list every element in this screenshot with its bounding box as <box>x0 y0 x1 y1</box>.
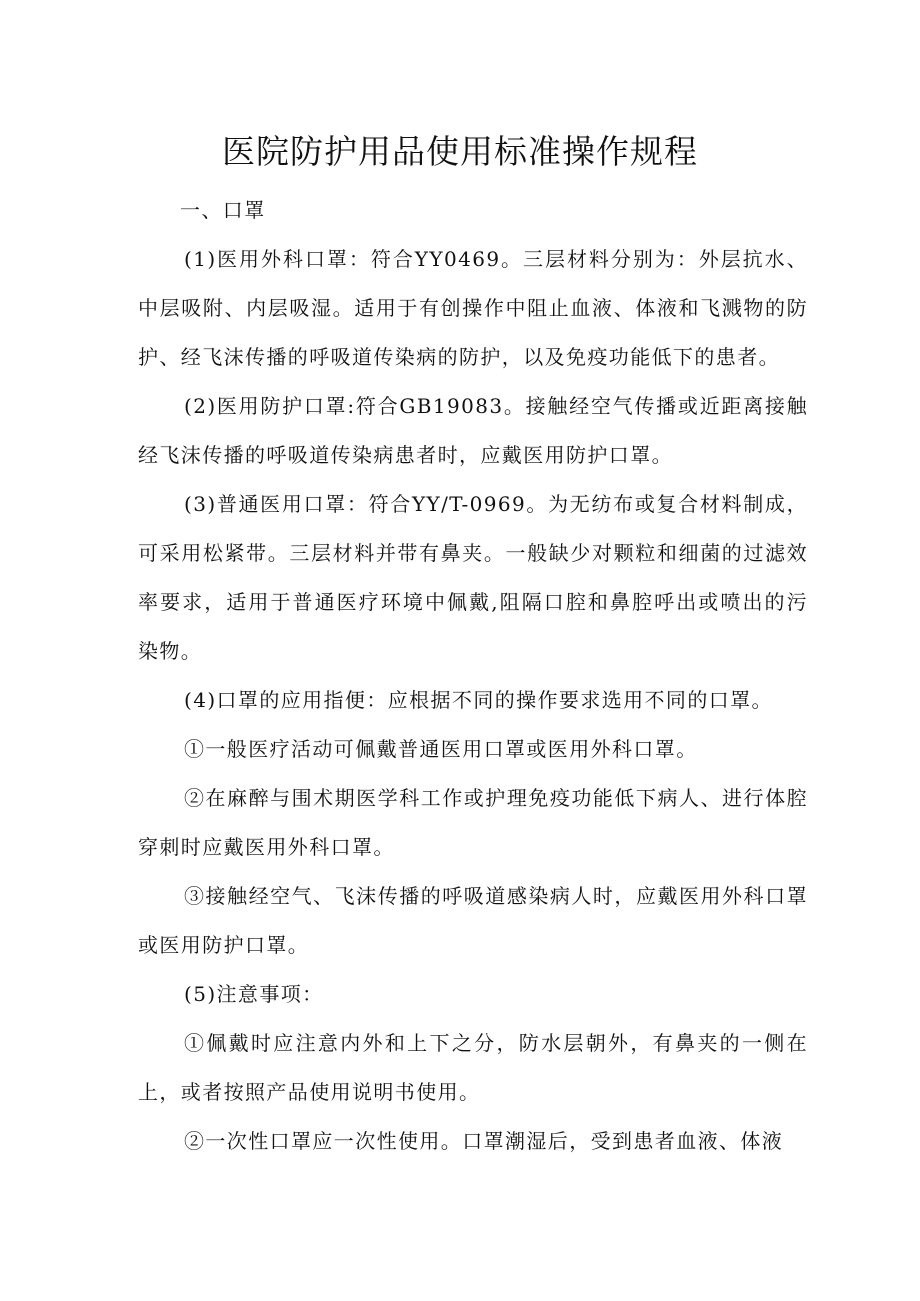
paragraph-guide-item-1: ①一般医疗活动可佩戴普通医用口罩或医用外科口罩。 <box>184 737 698 761</box>
paragraph-protective-mask: (2)医用防护口罩:符合GB19083。接触经空气传播或近距离接触经飞沫传播的呼吸道传染病患者时，应戴医用防护口罩。 <box>138 394 808 467</box>
paragraph-mask-guide: (4)口罩的应用指便：应根据不同的操作要求选用不同的口罩。 <box>184 688 773 712</box>
document-body <box>138 186 808 1166</box>
paragraph-ordinary-mask: (3)普通医用口罩：符合YY/T-0969。为无纺布或复合材料制成，可采用松紧带。三层材料并带有鼻夹。一般缺少对颗粒和细菌的过滤效率要求，适用于普通医疗环境中佩戴,阻隔口腔和鼻腔呼出或喷出的污染物。 <box>138 492 808 663</box>
paragraph-guide-item-2: ②在麻醉与围术期医学科工作或护理免疫功能低下病人、进行体腔穿刺时应戴医用外科口罩。 <box>138 786 808 859</box>
paragraph-note-item-1: ①佩戴时应注意内外和上下之分，防水层朝外，有鼻夹的一侧在上，或者按照产品使用说明书使用。 <box>138 1031 808 1104</box>
paragraph-note-item-2: ②一次性口罩应一次性使用。口罩潮湿后，受到患者血液、体液 <box>184 1129 784 1153</box>
paragraph-notes-heading: (5)注意事项： <box>184 982 324 1006</box>
section-heading-masks: 一、口罩 <box>180 198 266 222</box>
document-title: 医院防护用品使用标准操作规程 <box>222 132 698 171</box>
paragraph-guide-item-3: ③接触经空气、飞沫传播的呼吸道感染病人时，应戴医用外科口罩或医用防护口罩。 <box>138 884 808 957</box>
paragraph-surgical-mask: (1)医用外科口罩：符合YY0469。三层材料分别为：外层抗水、中层吸附、内层吸湿。适用于有创操作中阻止血液、体液和飞溅物的防护、经飞沫传播的呼吸道传染病的防护，以及免疫功能低下的患者。 <box>138 247 808 369</box>
